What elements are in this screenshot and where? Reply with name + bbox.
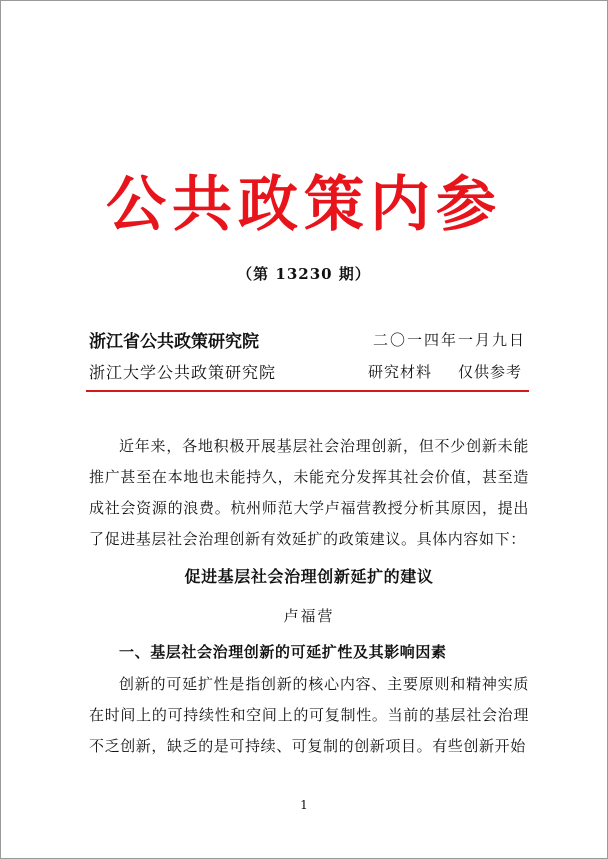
section-heading: 一、基层社会治理创新的可延扩性及其影响因素 — [119, 643, 447, 661]
masthead-title: 公共政策内参 — [106, 170, 502, 240]
intro-line: 成社会资源的浪费。杭州师范大学卢福营教授分析其原因，提出 — [89, 499, 529, 517]
para-line: 在时间上的可持续性和空间上的可复制性。当前的基层社会治理 — [89, 706, 529, 724]
para-line: 不乏创新，缺乏的是可持续、可复制的创新项目。有些创新开始 — [89, 737, 526, 755]
issue-number: （第 13230 期） — [237, 265, 371, 283]
intro-paragraph — [89, 431, 529, 555]
page-number: 1 — [300, 798, 308, 812]
para-line: 创新的可延扩性是指创新的核心内容、主要原则和精神实质 — [119, 675, 529, 693]
note-reference: 仅供参考 — [458, 363, 523, 381]
issue-date: 二〇一四年一月九日 — [373, 331, 527, 349]
org-primary: 浙江省公共政策研究院 — [89, 332, 259, 352]
intro-line: 了促进基层社会治理创新有效延扩的政策建议。具体内容如下： — [89, 530, 526, 548]
article-title: 促进基层社会治理创新延扩的建议 — [184, 567, 434, 586]
section-paragraph — [89, 669, 529, 762]
intro-line: 近年来，各地积极开展基层社会治理创新，但不少创新未能 — [119, 437, 529, 455]
distribution-note — [368, 361, 522, 382]
article-author: 卢福营 — [283, 607, 335, 625]
header-divider — [86, 390, 529, 392]
article-body — [89, 431, 529, 762]
org-secondary: 浙江大学公共政策研究院 — [89, 363, 277, 382]
note-research: 研究材料 — [368, 363, 433, 381]
intro-line: 推广甚至在本地也未能持久，未能充分发挥其社会价值，甚至造 — [89, 468, 529, 486]
